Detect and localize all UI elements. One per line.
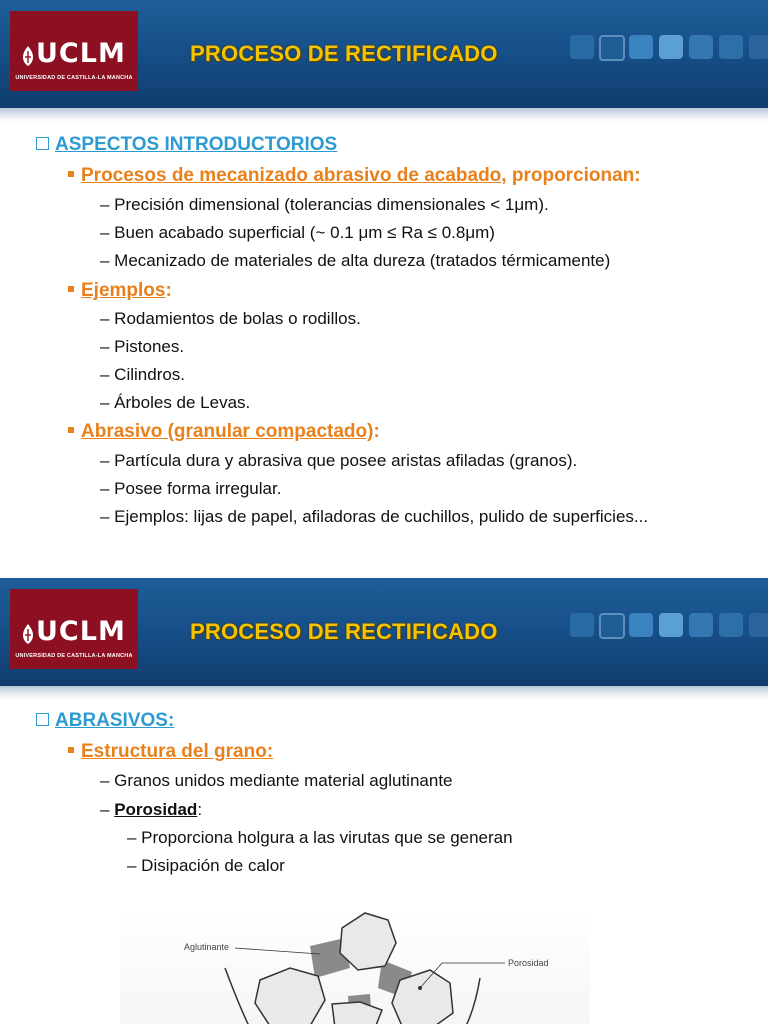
bullet-heading-label: Procesos de mecanizado abrasivo de acabado bbox=[81, 165, 502, 186]
grain-structure-figure bbox=[120, 908, 600, 1024]
list-item: – Árboles de Levas. bbox=[100, 393, 251, 412]
deco-square bbox=[599, 613, 625, 639]
square-bullet-icon bbox=[68, 171, 74, 177]
bullet-heading-suffix: , proporcionan: bbox=[501, 165, 641, 186]
list-item: – Buen acabado superficial (~ 0.1 μm ≤ Ra ≤ 0.8μm) bbox=[100, 223, 495, 242]
slide-separator bbox=[0, 560, 768, 578]
list-item-porosity bbox=[100, 800, 202, 820]
logo-subtitle: UNIVERSIDAD DE CASTILLA-LA MANCHA bbox=[15, 75, 133, 81]
list-item: – Partícula dura y abrasiva que posee aristas afiladas (granos). bbox=[100, 451, 578, 470]
section-heading-text: ASPECTOS INTRODUCTORIOS bbox=[55, 134, 338, 155]
slide-2 bbox=[0, 578, 768, 1024]
deco-square bbox=[659, 613, 683, 637]
list-item: – Rodamientos de bolas o rodillos. bbox=[100, 309, 361, 328]
deco-square bbox=[719, 613, 743, 637]
list-item: – Mecanizado de materiales de alta dureza (tratados térmicamente) bbox=[100, 251, 611, 270]
deco-square bbox=[570, 613, 594, 637]
deco-square bbox=[689, 613, 713, 637]
list-item: – Cilindros. bbox=[100, 365, 186, 384]
square-bullet-icon bbox=[68, 427, 74, 433]
list-item: – Ejemplos: lijas de papel, afiladoras de cuchillos, pulido de superficies... bbox=[100, 507, 649, 526]
figure-label-porosidad: Porosidad bbox=[508, 958, 549, 968]
deco-square bbox=[749, 35, 768, 59]
checkbox-bullet-icon bbox=[36, 137, 49, 150]
bullet-heading bbox=[68, 165, 641, 187]
bullet-heading-label: Estructura del grano: bbox=[81, 741, 274, 762]
bullet-heading-suffix: : bbox=[165, 280, 172, 301]
list-sub-item: – Proporciona holgura a las virutas que se generan bbox=[127, 828, 513, 847]
deco-square bbox=[749, 613, 768, 637]
section-heading-text: ABRASIVOS: bbox=[55, 710, 175, 731]
logo-brand: UCLM bbox=[36, 38, 126, 69]
bullet-heading bbox=[68, 280, 172, 302]
dash: – bbox=[100, 800, 115, 819]
deco-square bbox=[629, 613, 653, 637]
list-item: – Posee forma irregular. bbox=[100, 479, 282, 498]
list-item: – Pistones. bbox=[100, 337, 185, 356]
deco-square bbox=[599, 35, 625, 61]
deco-square bbox=[570, 35, 594, 59]
square-bullet-icon bbox=[68, 747, 74, 753]
uclm-logo bbox=[10, 589, 138, 669]
checkbox-bullet-icon bbox=[36, 713, 49, 726]
porosity-suffix: : bbox=[197, 800, 203, 819]
bullet-heading-suffix: : bbox=[373, 421, 380, 442]
porosity-label: Porosidad bbox=[114, 800, 198, 819]
list-sub-item: – Disipación de calor bbox=[127, 856, 285, 875]
section-heading bbox=[36, 134, 337, 156]
bullet-heading bbox=[68, 421, 380, 443]
uclm-emblem-icon bbox=[20, 45, 36, 67]
bullet-heading-label: Abrasivo (granular compactado) bbox=[81, 421, 374, 442]
deco-square bbox=[719, 35, 743, 59]
header-shadow bbox=[0, 108, 768, 122]
deco-square bbox=[689, 35, 713, 59]
square-bullet-icon bbox=[68, 286, 74, 292]
bullet-heading bbox=[68, 741, 273, 763]
section-heading bbox=[36, 710, 174, 732]
list-item: – Precisión dimensional (tolerancias dimensionales < 1μm). bbox=[100, 195, 549, 214]
slide-title: PROCESO DE RECTIFICADO bbox=[190, 619, 498, 644]
deco-square bbox=[629, 35, 653, 59]
logo-subtitle: UNIVERSIDAD DE CASTILLA-LA MANCHA bbox=[15, 653, 133, 659]
header-shadow bbox=[0, 686, 768, 700]
figure-label-aglutinante: Aglutinante bbox=[184, 942, 230, 952]
list-item: – Granos unidos mediante material aglutinante bbox=[100, 771, 453, 790]
deco-square bbox=[659, 35, 683, 59]
slide-title: PROCESO DE RECTIFICADO bbox=[190, 41, 498, 66]
uclm-emblem-icon bbox=[20, 623, 36, 645]
uclm-logo bbox=[10, 11, 138, 91]
bullet-heading-label: Ejemplos bbox=[81, 280, 166, 301]
logo-brand: UCLM bbox=[36, 616, 126, 647]
